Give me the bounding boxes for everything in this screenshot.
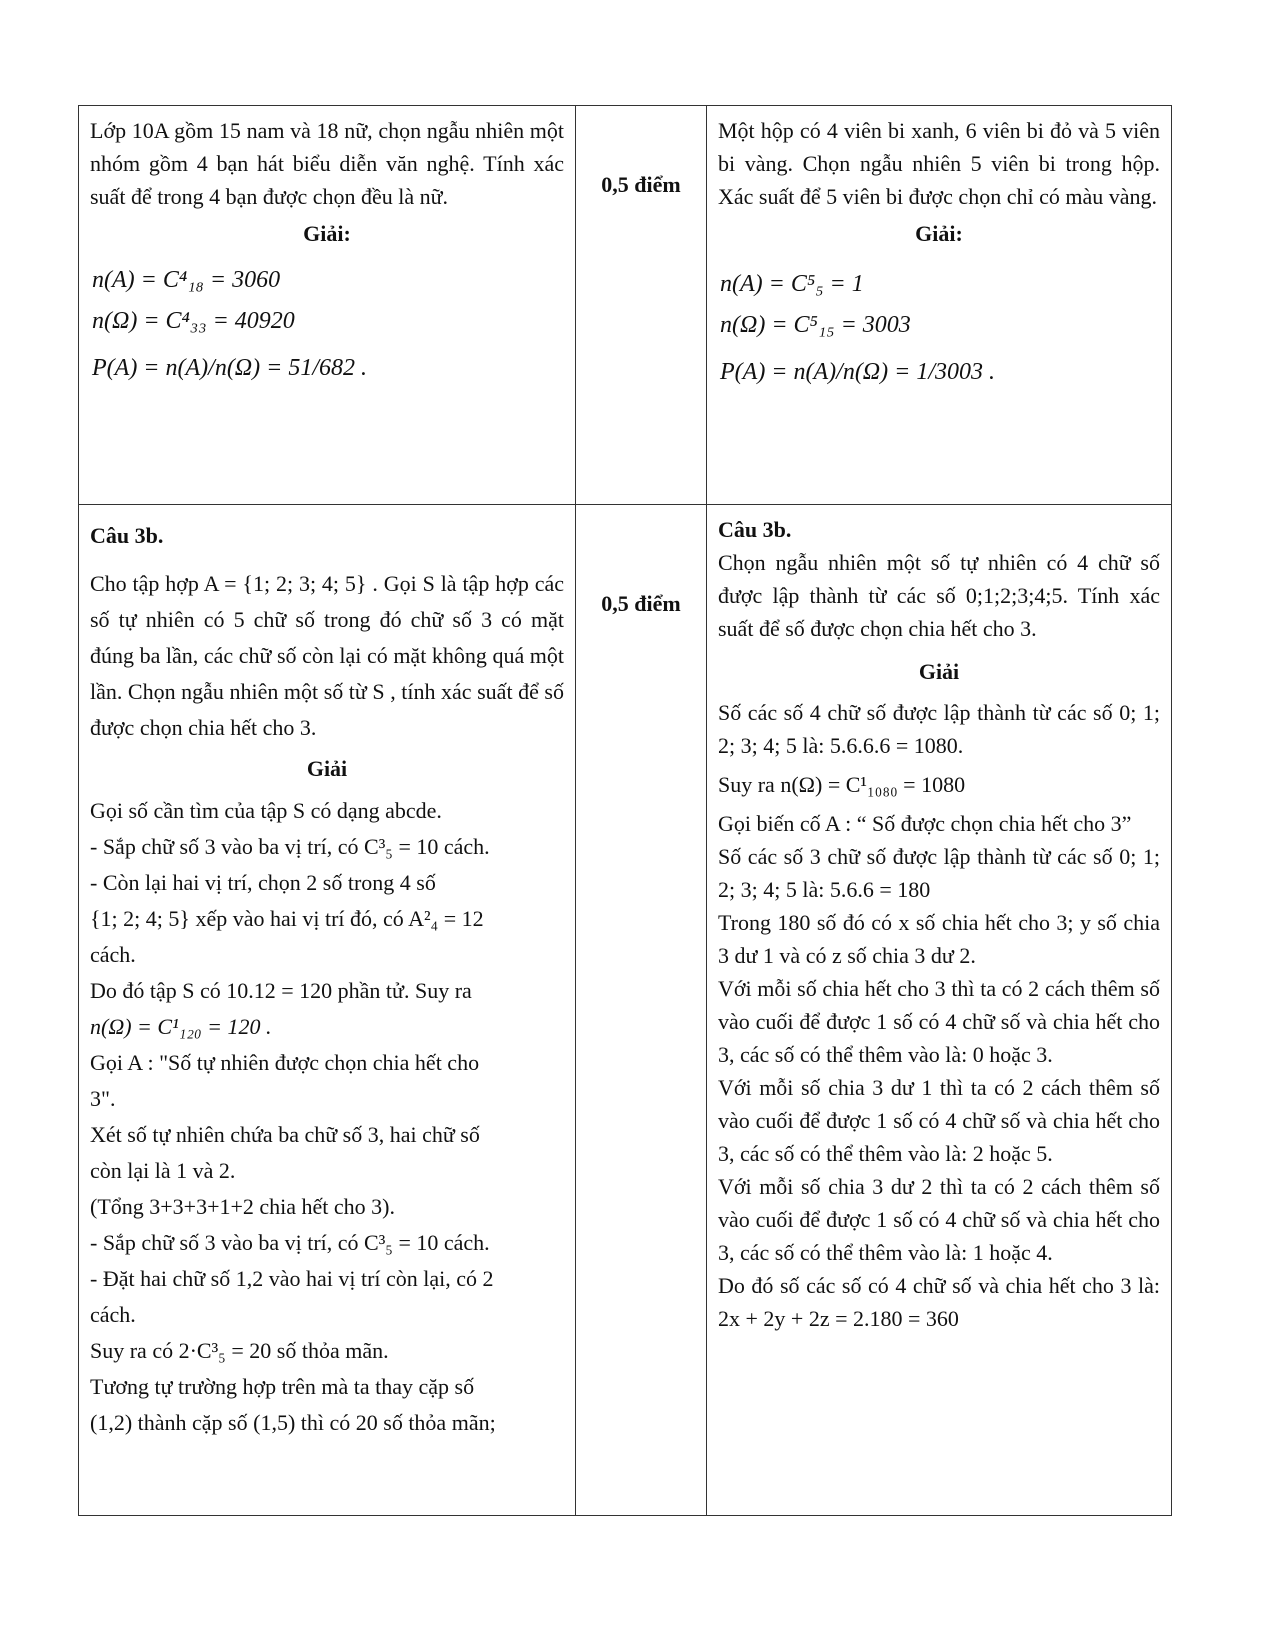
solution-line: Suy ra n(Ω) = C¹₁₀₈₀ = 1080 (718, 772, 966, 797)
solution-line: n(Ω) = C¹₁₂₀ = 120 . (90, 1014, 272, 1039)
table-row (79, 505, 1172, 1516)
solution-heading: Giải: (303, 221, 351, 246)
solution-line: còn lại là 1 và 2. (90, 1158, 236, 1183)
solution-line: - Sắp chữ số 3 vào ba vị trí, có C³₅ = 10 cách. (90, 1230, 490, 1255)
solution-line: - Sắp chữ số 3 vào ba vị trí, có C³₅ = 10 cách. (90, 834, 490, 859)
problem-text: Chọn ngẫu nhiên một số tự nhiên có 4 chữ số được lập thành từ các số 0;1;2;3;4;5. Tính xác suất để số được chọn chia hết cho 3. (718, 550, 1160, 641)
solution-line: Số các số 3 chữ số được lập thành từ các số 0; 1; 2; 3; 4; 5 là: 5.6.6 = 180 (718, 844, 1160, 902)
solution-line: 3". (90, 1086, 116, 1111)
solution-line: cách. (90, 1302, 136, 1327)
solution-line: Suy ra có 2·C³₅ = 20 số thỏa mãn. (90, 1338, 389, 1363)
solution-heading: Giải (918, 659, 960, 684)
equation: n(Ω) = C⁴₃₃ = 40920 (92, 308, 295, 334)
equation: n(Ω) = C⁵₁₅ = 3003 (720, 312, 911, 338)
solution-line: Trong 180 số đó có x số chia hết cho 3; y số chia 3 dư 1 và có z số chia 3 dư 2. (718, 910, 1160, 968)
solution-line: Gọi biến cố A : “ Số được chọn chia hết cho 3” (718, 811, 1132, 836)
solution-line: Với mỗi số chia 3 dư 2 thì ta có 2 cách thêm số vào cuối để được 1 số có 4 chữ số và chia hết cho 3, các số có thể thêm vào là: 1 hoặc 4. (718, 1174, 1160, 1265)
row2-left-cell (79, 505, 576, 1516)
solution-line: Tương tự trường hợp trên mà ta thay cặp số (90, 1374, 475, 1399)
solution-line: Gọi A : "Số tự nhiên được chọn chia hết cho (90, 1050, 480, 1075)
solution-line: Do đó tập S có 10.12 = 120 phần tử. Suy ra (90, 978, 472, 1003)
solution-line: Gọi số cần tìm của tập S có dạng abcde. (90, 798, 442, 823)
solution-line: Xét số tự nhiên chứa ba chữ số 3, hai chữ số (90, 1122, 480, 1147)
solution-heading: Giải: (915, 221, 963, 246)
equation: P(A) = n(A)/n(Ω) = 51/682 . (92, 355, 368, 381)
solution-line: Số các số 4 chữ số được lập thành từ các số 0; 1; 2; 3; 4; 5 là: 5.6.6.6 = 1080. (718, 700, 1160, 758)
row2-right-cell (707, 505, 1172, 1516)
problem-text: Một hộp có 4 viên bi xanh, 6 viên bi đỏ và 5 viên bi vàng. Chọn ngẫu nhiên 5 viên bi trong hộp. Xác suất để 5 viên bi được chọn chỉ có màu vàng. (718, 118, 1160, 209)
score-cell: 0,5 điểm (576, 505, 707, 1516)
solution-line: (1,2) thành cặp số (1,5) thì có 20 số thỏa mãn; (90, 1410, 496, 1435)
table-row (79, 106, 1172, 505)
score-cell: 0,5 điểm (576, 106, 707, 505)
solution-line: Với mỗi số chia hết cho 3 thì ta có 2 cách thêm số vào cuối để được 1 số có 4 chữ số và chia hết cho 3, các số có thể thêm vào là: 0 hoặc 3. (718, 976, 1160, 1067)
solution-line: {1; 2; 4; 5} xếp vào hai vị trí đó, có A²₄ = 12 (90, 906, 484, 931)
question-label: Câu 3b. (90, 523, 164, 548)
problem-text: Lớp 10A gồm 15 nam và 18 nữ, chọn ngẫu nhiên một nhóm gồm 4 bạn hát biểu diễn văn nghệ. Tính xác suất để trong 4 bạn được chọn đều là nữ. (90, 118, 564, 209)
question-label: Câu 3b. (718, 517, 792, 542)
solution-line: Với mỗi số chia 3 dư 1 thì ta có 2 cách thêm số vào cuối để được 1 số có 4 chữ số và chia hết cho 3, các số có thể thêm vào là: 2 hoặc 5. (718, 1075, 1160, 1166)
row1-right-cell (707, 106, 1172, 505)
problem-text: Cho tập hợp A = {1; 2; 3; 4; 5} . Gọi S là tập hợp các số tự nhiên có 5 chữ số trong đó chữ số 3 có mặt đúng ba lần, các chữ số còn lại có mặt không quá một lần. Chọn ngẫu nhiên một số từ S , tính xác suất để số được chọn chia hết cho 3. (90, 571, 564, 740)
equation: n(A) = C⁴₁₈ = 3060 (92, 267, 281, 293)
solution-line: (Tổng 3+3+3+1+2 chia hết cho 3). (90, 1194, 396, 1219)
solution-table (78, 105, 1172, 1516)
solution-line: - Còn lại hai vị trí, chọn 2 số trong 4 số (90, 870, 436, 895)
equation: n(A) = C⁵₅ = 1 (720, 271, 864, 297)
solution-line: - Đặt hai chữ số 1,2 vào hai vị trí còn lại, có 2 (90, 1266, 494, 1291)
solution-heading: Giải (306, 756, 348, 781)
solution-line: cách. (90, 942, 136, 967)
equation: P(A) = n(A)/n(Ω) = 1/3003 . (720, 359, 996, 385)
solution-line: Do đó số các số có 4 chữ số và chia hết cho 3 là: 2x + 2y + 2z = 2.180 = 360 (718, 1273, 1160, 1331)
row1-left-cell (79, 106, 576, 505)
